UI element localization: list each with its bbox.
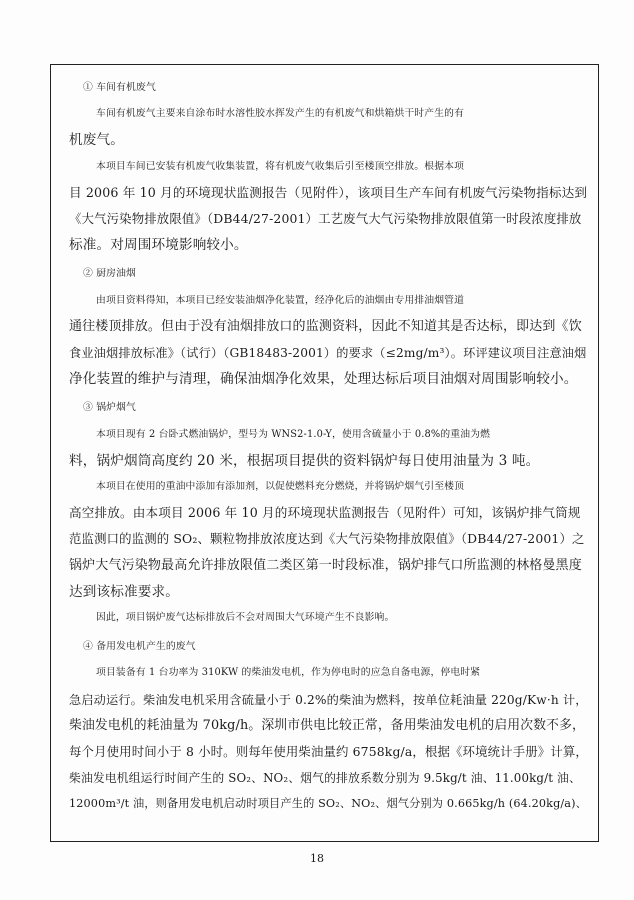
text-line: 机废气。 bbox=[69, 132, 124, 149]
section-heading-kitchen-fumes: ② 厨房油烟 bbox=[83, 268, 136, 280]
text-line: 料，锅炉烟筒高度约 20 米，根据项目提供的资料锅炉每日使用油量为 3 吨。 bbox=[69, 452, 540, 469]
text-line: 高空排放。由本项目 2006 年 10 月的环境现状监测报告（见附件）可知，该锅炉排气筒规 bbox=[69, 505, 581, 521]
text-line: 项目装备有 1 台功率为 310KW 的柴油发电机，作为停电时的应急自备电源，停电时紧 bbox=[96, 667, 481, 679]
section-heading-workshop-exhaust: ① 车间有机废气 bbox=[83, 82, 156, 93]
text-line: 范监测口的监测的 SO₂、颗粒物排放浓度达到《大气污染物排放限值》（DB44/27-2001）之 bbox=[69, 531, 585, 547]
text-line: 《大气污染物排放限值》（DB44/27-2001）工艺废气大气污染物排放限值第一时段浓度排放 bbox=[69, 211, 582, 227]
section-heading-generator-exhaust: ④ 备用发电机产生的废气 bbox=[83, 641, 196, 653]
section-heading-boiler-flue-gas: ③ 锅炉烟气 bbox=[83, 402, 136, 414]
text-line: 净化装置的维护与清理，确保油烟净化效果，处理达标后项目油烟对周围影响较小。 bbox=[69, 371, 578, 388]
content-frame bbox=[50, 64, 599, 842]
text-line: 食业油烟排放标准》（试行）（GB18483-2001）的要求（≤2mg/m³）。环评建议项目注意油烟 bbox=[69, 346, 587, 361]
text-line: 本项目现有 2 台卧式燃油锅炉，型号为 WNS2-1.0-Y，使用含硫量小于 0.8%的重油为燃 bbox=[96, 428, 491, 440]
text-line: 12000m³/t 油，则备用发电机启动时项目产生的 SO₂、NO₂、烟气分别为 0.665kg/h (64.20kg/a)、 bbox=[69, 797, 587, 811]
text-line: 达到该标准要求。 bbox=[69, 583, 179, 600]
text-line: 急启动运行。柴油发电机采用含硫量小于 0.2%的柴油为燃料，按单位耗油量 220g/Kw·h 计， bbox=[69, 692, 588, 707]
text-line: 柴油发电机的耗油量为 70kg/h。深圳市供电比较正常，备用柴油发电机的启用次数不多， bbox=[69, 717, 585, 733]
text-line: 目 2006 年 10 月的环境现状监测报告（见附件），该项目生产车间有机废气污染物指标达到 bbox=[69, 184, 588, 200]
text-line: 由项目资料得知，本项目已经安装油烟净化装置，经净化后的油烟由专用排油烟管道 bbox=[96, 294, 465, 306]
text-line: 本项目车间已安装有机废气收集装置，将有机废气收集后引至楼顶空排放。根据本项 bbox=[96, 160, 465, 172]
text-line: 标准。对周围环境影响较小。 bbox=[69, 237, 248, 254]
text-line: 柴油发电机组运行时间产生的 SO₂、NO₂、烟气的排放系数分别为 9.5kg/t 油、11.00kg/t 油、 bbox=[69, 771, 581, 786]
text-line: 通往楼顶排放。但由于没有油烟排放口的监测资料，因此不知道其是否达标，即达到《饮 bbox=[69, 318, 582, 334]
text-line: 本项目在使用的重油中添加有添加剂，以促使燃料充分燃烧，并将锅炉烟气引至楼顶 bbox=[96, 481, 465, 493]
page-number: 18 bbox=[310, 852, 324, 865]
text-line: 锅炉大气污染物最高允许排放限值二类区第一时段标准，锅炉排气口所监测的林格曼黑度 bbox=[69, 557, 582, 573]
text-line: 车间有机废气主要来自涂布时水溶性胶水挥发产生的有机废气和烘箱烘干时产生的有 bbox=[96, 108, 465, 120]
text-line: 每个月使用时间小于 8 小时。则每年使用柴油量约 6758kg/a，根据《环境统计手册》计算， bbox=[69, 744, 588, 760]
text-line: 因此，项目锅炉废气达标排放后不会对周围大气环境产生不良影响。 bbox=[96, 612, 395, 624]
